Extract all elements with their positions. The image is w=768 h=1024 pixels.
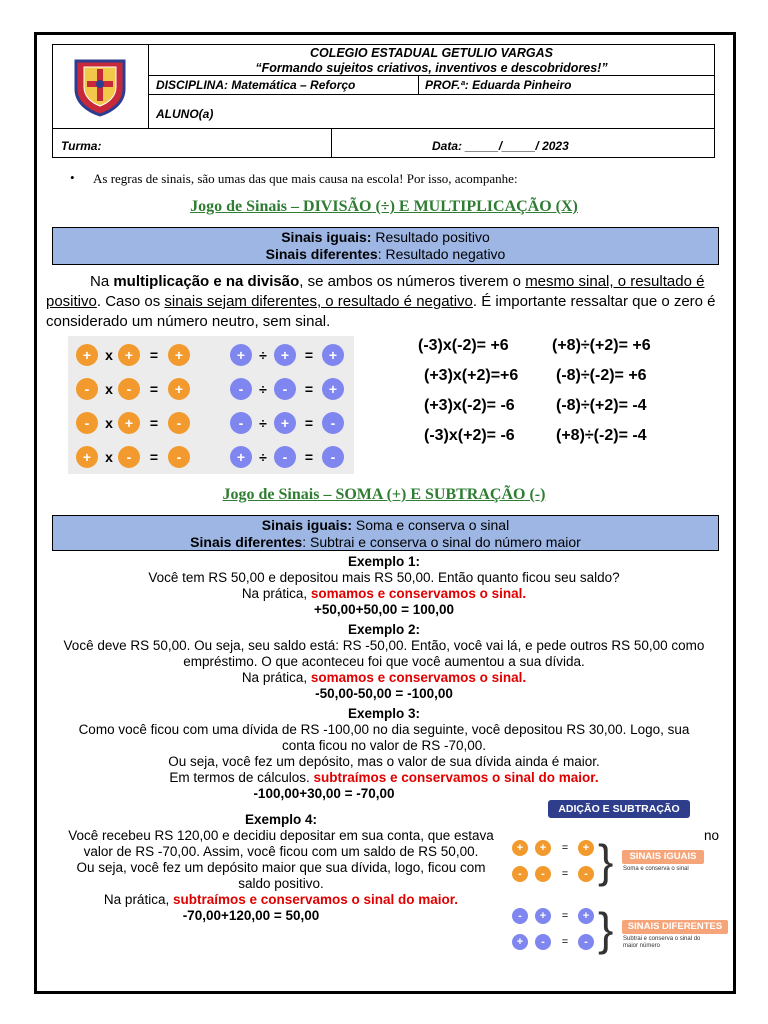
sign-circle: + <box>168 344 190 366</box>
rule1-text: Soma e conserva o sinal <box>352 517 510 533</box>
para-underline: sinais sejam diferentes, o resultado é negativo <box>164 293 473 310</box>
sign-circle: + <box>76 344 98 366</box>
info-sign-circle: - <box>512 908 528 924</box>
info-sign-circle: - <box>512 866 528 882</box>
info-equals: = <box>561 910 569 922</box>
info-sign-circle: - <box>535 934 551 950</box>
teacher: PROF.ª: Eduarda Pinheiro <box>425 78 572 92</box>
mult-example: (-3)x(-2)= +6 <box>418 337 509 354</box>
intro-bullet: • <box>70 170 75 185</box>
sign-circle: - <box>168 412 190 434</box>
info-sign-circle: - <box>578 934 594 950</box>
equals-symbol: = <box>149 449 159 465</box>
para-part: . Caso os <box>96 293 165 310</box>
example-line: Na prática, <box>103 892 173 907</box>
equals-symbol: = <box>304 415 314 431</box>
info-equals: = <box>561 842 569 854</box>
example-highlight: subtraímos e conservamos o sinal do maior. <box>172 892 459 907</box>
sign-circle: - <box>274 378 296 400</box>
info-sign-circle: + <box>578 908 594 924</box>
sign-circle: - <box>230 378 252 400</box>
sign-circle: - <box>168 446 190 468</box>
teacher-cell <box>418 75 715 95</box>
class-label: Turma: <box>61 139 102 153</box>
date-cell <box>331 128 715 158</box>
info-sign-circle: - <box>535 866 551 882</box>
example-line: Em termos de cálculos. <box>169 770 314 785</box>
example-line: Você deve RS 50,00. Ou seja, seu saldo está: RS -50,00. Então, você vai lá, e pede outros RS 50,00 como <box>63 638 705 653</box>
mult-example: (+3)x(-2)= -6 <box>424 397 515 414</box>
example-title: Exemplo 1: <box>347 554 421 569</box>
equal-desc: Soma e conserva o sinal <box>623 866 689 872</box>
times-symbol: x <box>105 415 113 431</box>
equals-symbol: = <box>149 381 159 397</box>
class-cell <box>52 128 332 158</box>
example-line: saldo positivo. <box>238 876 324 891</box>
sign-circle: + <box>274 412 296 434</box>
rule1-label: Sinais iguais: <box>281 229 372 245</box>
example-line: Na prática, <box>241 586 311 601</box>
intro-text: As regras de sinais, são umas das que mais causa na escola! Por isso, acompanhe: <box>93 171 518 186</box>
div-example: (-8)÷(-2)= +6 <box>556 367 647 384</box>
rule2-text: : Subtrai e conserva o sinal do número maior <box>302 534 581 550</box>
equals-symbol: = <box>304 381 314 397</box>
mult-example: (+3)x(+2)=+6 <box>424 367 519 384</box>
info-sign-circle: + <box>512 934 528 950</box>
example-line: Ou seja, você fez um depósito, mas o valor de sua dívida ainda é maior. <box>168 754 600 769</box>
equals-symbol: = <box>304 347 314 363</box>
divide-symbol: ÷ <box>259 449 267 465</box>
example-line: Você recebeu RS 120,00 e decidiu depositar em sua conta, que estava <box>68 828 494 843</box>
divide-symbol: ÷ <box>259 415 267 431</box>
school-name: COLEGIO ESTADUAL GETULIO VARGAS <box>309 46 554 60</box>
para-part: Na <box>90 273 114 290</box>
div-example: (-8)÷(+2)= -4 <box>556 397 647 414</box>
example-line: valor de RS -70,00. Assim, você ficou com um saldo de RS 50,00. <box>83 844 479 859</box>
sign-circle: - <box>118 378 140 400</box>
student-label: ALUNO(a) <box>156 107 214 121</box>
sign-rules-grid <box>68 336 354 474</box>
rule1-text: Resultado positivo <box>371 229 490 245</box>
discipline: DISCIPLINA: Matemática – Reforço <box>156 78 356 92</box>
info-sign-circle: + <box>535 908 551 924</box>
example-highlight: subtraímos e conservamos o sinal do maior. <box>313 770 599 785</box>
sign-circle: - <box>274 446 296 468</box>
times-symbol: x <box>105 381 113 397</box>
equals-symbol: = <box>149 347 159 363</box>
sign-circle: + <box>230 344 252 366</box>
example-line: Como você ficou com uma dívida de RS -100,00 no dia seguinte, você depositou RS 30,00. Logo, sua <box>78 722 690 737</box>
example-title: Exemplo 4: <box>244 812 318 827</box>
div-example: (+8)÷(-2)= -4 <box>556 427 647 444</box>
example-calc: -100,00+30,00 = -70,00 <box>253 786 395 801</box>
example-calc: -70,00+120,00 = 50,00 <box>182 908 320 923</box>
divide-symbol: ÷ <box>259 381 267 397</box>
infographic-title: ADIÇÃO E SUBTRAÇÃO <box>548 800 690 818</box>
example-highlight: somamos e conservamos o sinal. <box>310 586 527 601</box>
equal-brace: } <box>598 835 614 887</box>
example-line: Na prática, <box>241 670 311 685</box>
logo-cell <box>52 44 149 129</box>
equal-label: SINAIS IGUAIS <box>622 850 704 864</box>
rule2-text: : Resultado negativo <box>377 246 506 262</box>
section1-title: Jogo de Sinais – DIVISÃO (÷) E MULTIPLICAÇÃO (X) <box>190 198 578 215</box>
discipline-cell <box>148 75 419 95</box>
example-calc: +50,00+50,00 = 100,00 <box>313 602 454 617</box>
sign-circle: + <box>168 378 190 400</box>
sign-circle: + <box>76 446 98 468</box>
equals-symbol: = <box>304 449 314 465</box>
section2-rules <box>52 515 719 551</box>
diff-brace: } <box>598 903 614 955</box>
info-sign-circle: - <box>578 866 594 882</box>
example-line: Ou seja, você fez um depósito maior que sua dívida, logo, ficou com <box>76 860 486 875</box>
rule2-label: Sinais diferentes <box>190 534 303 550</box>
example4 <box>46 812 516 924</box>
section1-paragraph <box>46 272 726 332</box>
sign-circle: - <box>76 412 98 434</box>
div-example: (+8)÷(+2)= +6 <box>552 337 651 354</box>
sign-circle: - <box>230 412 252 434</box>
example-title: Exemplo 3: <box>347 706 421 721</box>
example-highlight: somamos e conservamos o sinal. <box>310 670 527 685</box>
info-sign-circle: + <box>578 840 594 856</box>
sign-circle: + <box>274 344 296 366</box>
sign-circle: + <box>118 412 140 434</box>
example1 <box>36 554 732 618</box>
example-line: Você tem RS 50,00 e depositou mais RS 50,00. Então quanto ficou seu saldo? <box>148 570 620 585</box>
para-bold: multiplicação e na divisão <box>113 273 300 290</box>
example3 <box>36 706 732 802</box>
diff-label: SINAIS DIFERENTES <box>622 920 728 934</box>
sign-circle: - <box>118 446 140 468</box>
sign-circle: + <box>322 344 344 366</box>
times-symbol: x <box>105 449 113 465</box>
info-sign-circle: + <box>512 840 528 856</box>
example2 <box>36 622 732 702</box>
equals-symbol: = <box>149 415 159 431</box>
example-line: conta ficou no valor de RS -70,00. <box>281 738 487 753</box>
para-part: . É importante ressaltar que o zero é considerado um número neutro, sem sinal. <box>46 293 716 330</box>
sign-circle: - <box>322 446 344 468</box>
school-crest-icon <box>70 55 130 117</box>
para-underline: mesmo sinal, o resultado é positivo <box>46 273 705 310</box>
info-sign-circle: + <box>535 840 551 856</box>
sign-circle: + <box>230 446 252 468</box>
sign-circle: - <box>322 412 344 434</box>
sign-circle: - <box>76 378 98 400</box>
info-equals: = <box>561 936 569 948</box>
date-label: Data: _____/_____/ 2023 <box>432 139 569 153</box>
mult-example: (-3)x(+2)= -6 <box>424 427 515 444</box>
section2-title: Jogo de Sinais – SOMA (+) E SUBTRAÇÃO (-) <box>222 486 546 503</box>
section1-rules <box>52 227 719 265</box>
times-symbol: x <box>105 347 113 363</box>
example-calc: -50,00-50,00 = -100,00 <box>315 686 453 701</box>
school-name-cell <box>148 44 715 76</box>
school-motto: “Formando sujeitos criativos, inventivos e descobridores!” <box>255 61 608 75</box>
student-cell <box>148 94 715 129</box>
rule1-label: Sinais iguais: <box>261 517 353 533</box>
example-line: empréstimo. O que aconteceu foi que você aumentou a sua dívida. <box>183 654 585 669</box>
para-part: , se ambos os números tiverem o <box>299 273 526 290</box>
divide-symbol: ÷ <box>259 347 267 363</box>
example4-line-end: no <box>704 828 720 843</box>
sign-circle: + <box>322 378 344 400</box>
sign-circle: + <box>118 344 140 366</box>
rule2-label: Sinais diferentes <box>265 246 378 262</box>
info-equals: = <box>561 868 569 880</box>
diff-desc: Subtrai e conserva o sinal do maior número <box>623 936 701 949</box>
example-title: Exemplo 2: <box>347 622 421 637</box>
